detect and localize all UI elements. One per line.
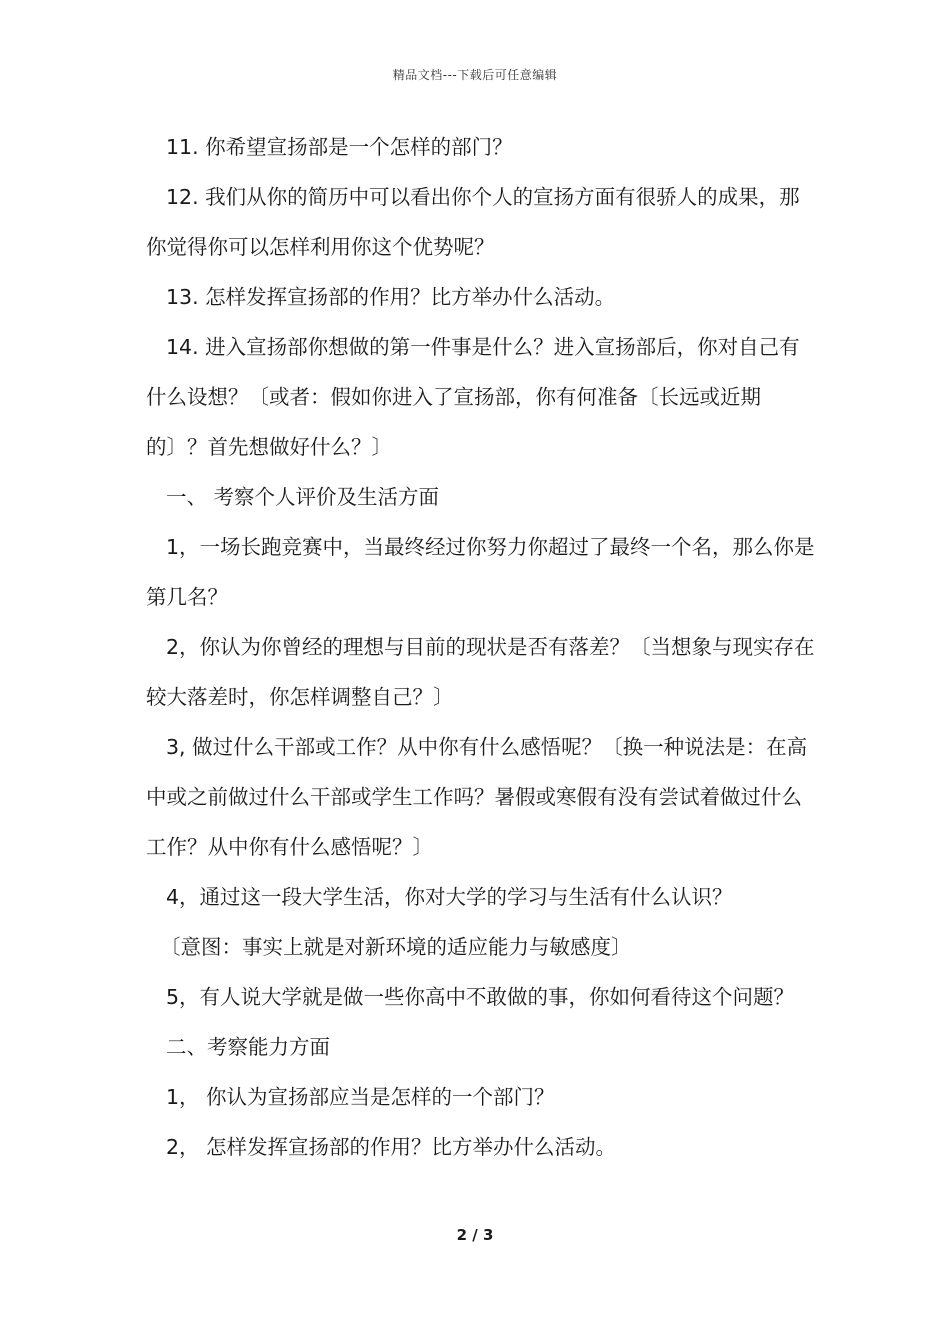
section-heading-personal: 一、 考察个人评价及生活方面 (166, 485, 440, 509)
question-12: 12. 我们从你的简历中可以看出你个人的宣扬方面有很骄人的成果，那你觉得你可以怎样利用你这个优势呢？ (146, 185, 800, 259)
personal-question-4-intent: 〔意图：事实上就是对新环境的适应能力与敏感度〕 (160, 935, 632, 959)
question-11: 11. 你希望宣扬部是一个怎样的部门？ (166, 135, 513, 159)
page-number: 2 / 3 (456, 1226, 494, 1244)
personal-question-3: 3, 做过什么干部或工作？从中你有什么感悟呢？〔换一种说法是：在高中或之前做过什么干部或学生工作吗？暑假或寒假有没有尝试着做过什么工作？从中你有什么感悟呢？〕 (146, 735, 808, 859)
question-13: 13. 怎样发挥宣扬部的作用？比方举办什么活动。 (166, 285, 616, 309)
personal-question-1: 1，一场长跑竞赛中，当最终经过你努力你超过了最终一个名，那么你是第几名？ (146, 535, 815, 609)
ability-question-2: 2， 怎样发挥宣扬部的作用？比方举办什么活动。 (166, 1135, 617, 1159)
personal-question-4: 4，通过这一段大学生活，你对大学的学习与生活有什么认识？ (166, 885, 733, 909)
page-header: 精品文档---下载后可任意编辑 (392, 68, 558, 82)
personal-question-5: 5，有人说大学就是做一些你高中不敢做的事，你如何看待这个问题？ (166, 985, 795, 1009)
document-body (146, 122, 816, 1172)
personal-question-2: 2，你认为你曾经的理想与目前的现状是否有落差？〔当想象与现实存在较大落差时，你怎样调整自己？〕 (146, 635, 815, 709)
section-heading-ability: 二、考察能力方面 (166, 1035, 330, 1059)
ability-question-1: 1， 你认为宣扬部应当是怎样的一个部门？ (166, 1085, 555, 1109)
question-14: 14. 进入宣扬部你想做的第一件事是什么？进入宣扬部后，你对自己有什么设想？〔或者：假如你进入了宣扬部，你有何准备〔长远或近期的〕？首先想做好什么？〕 (146, 335, 800, 459)
